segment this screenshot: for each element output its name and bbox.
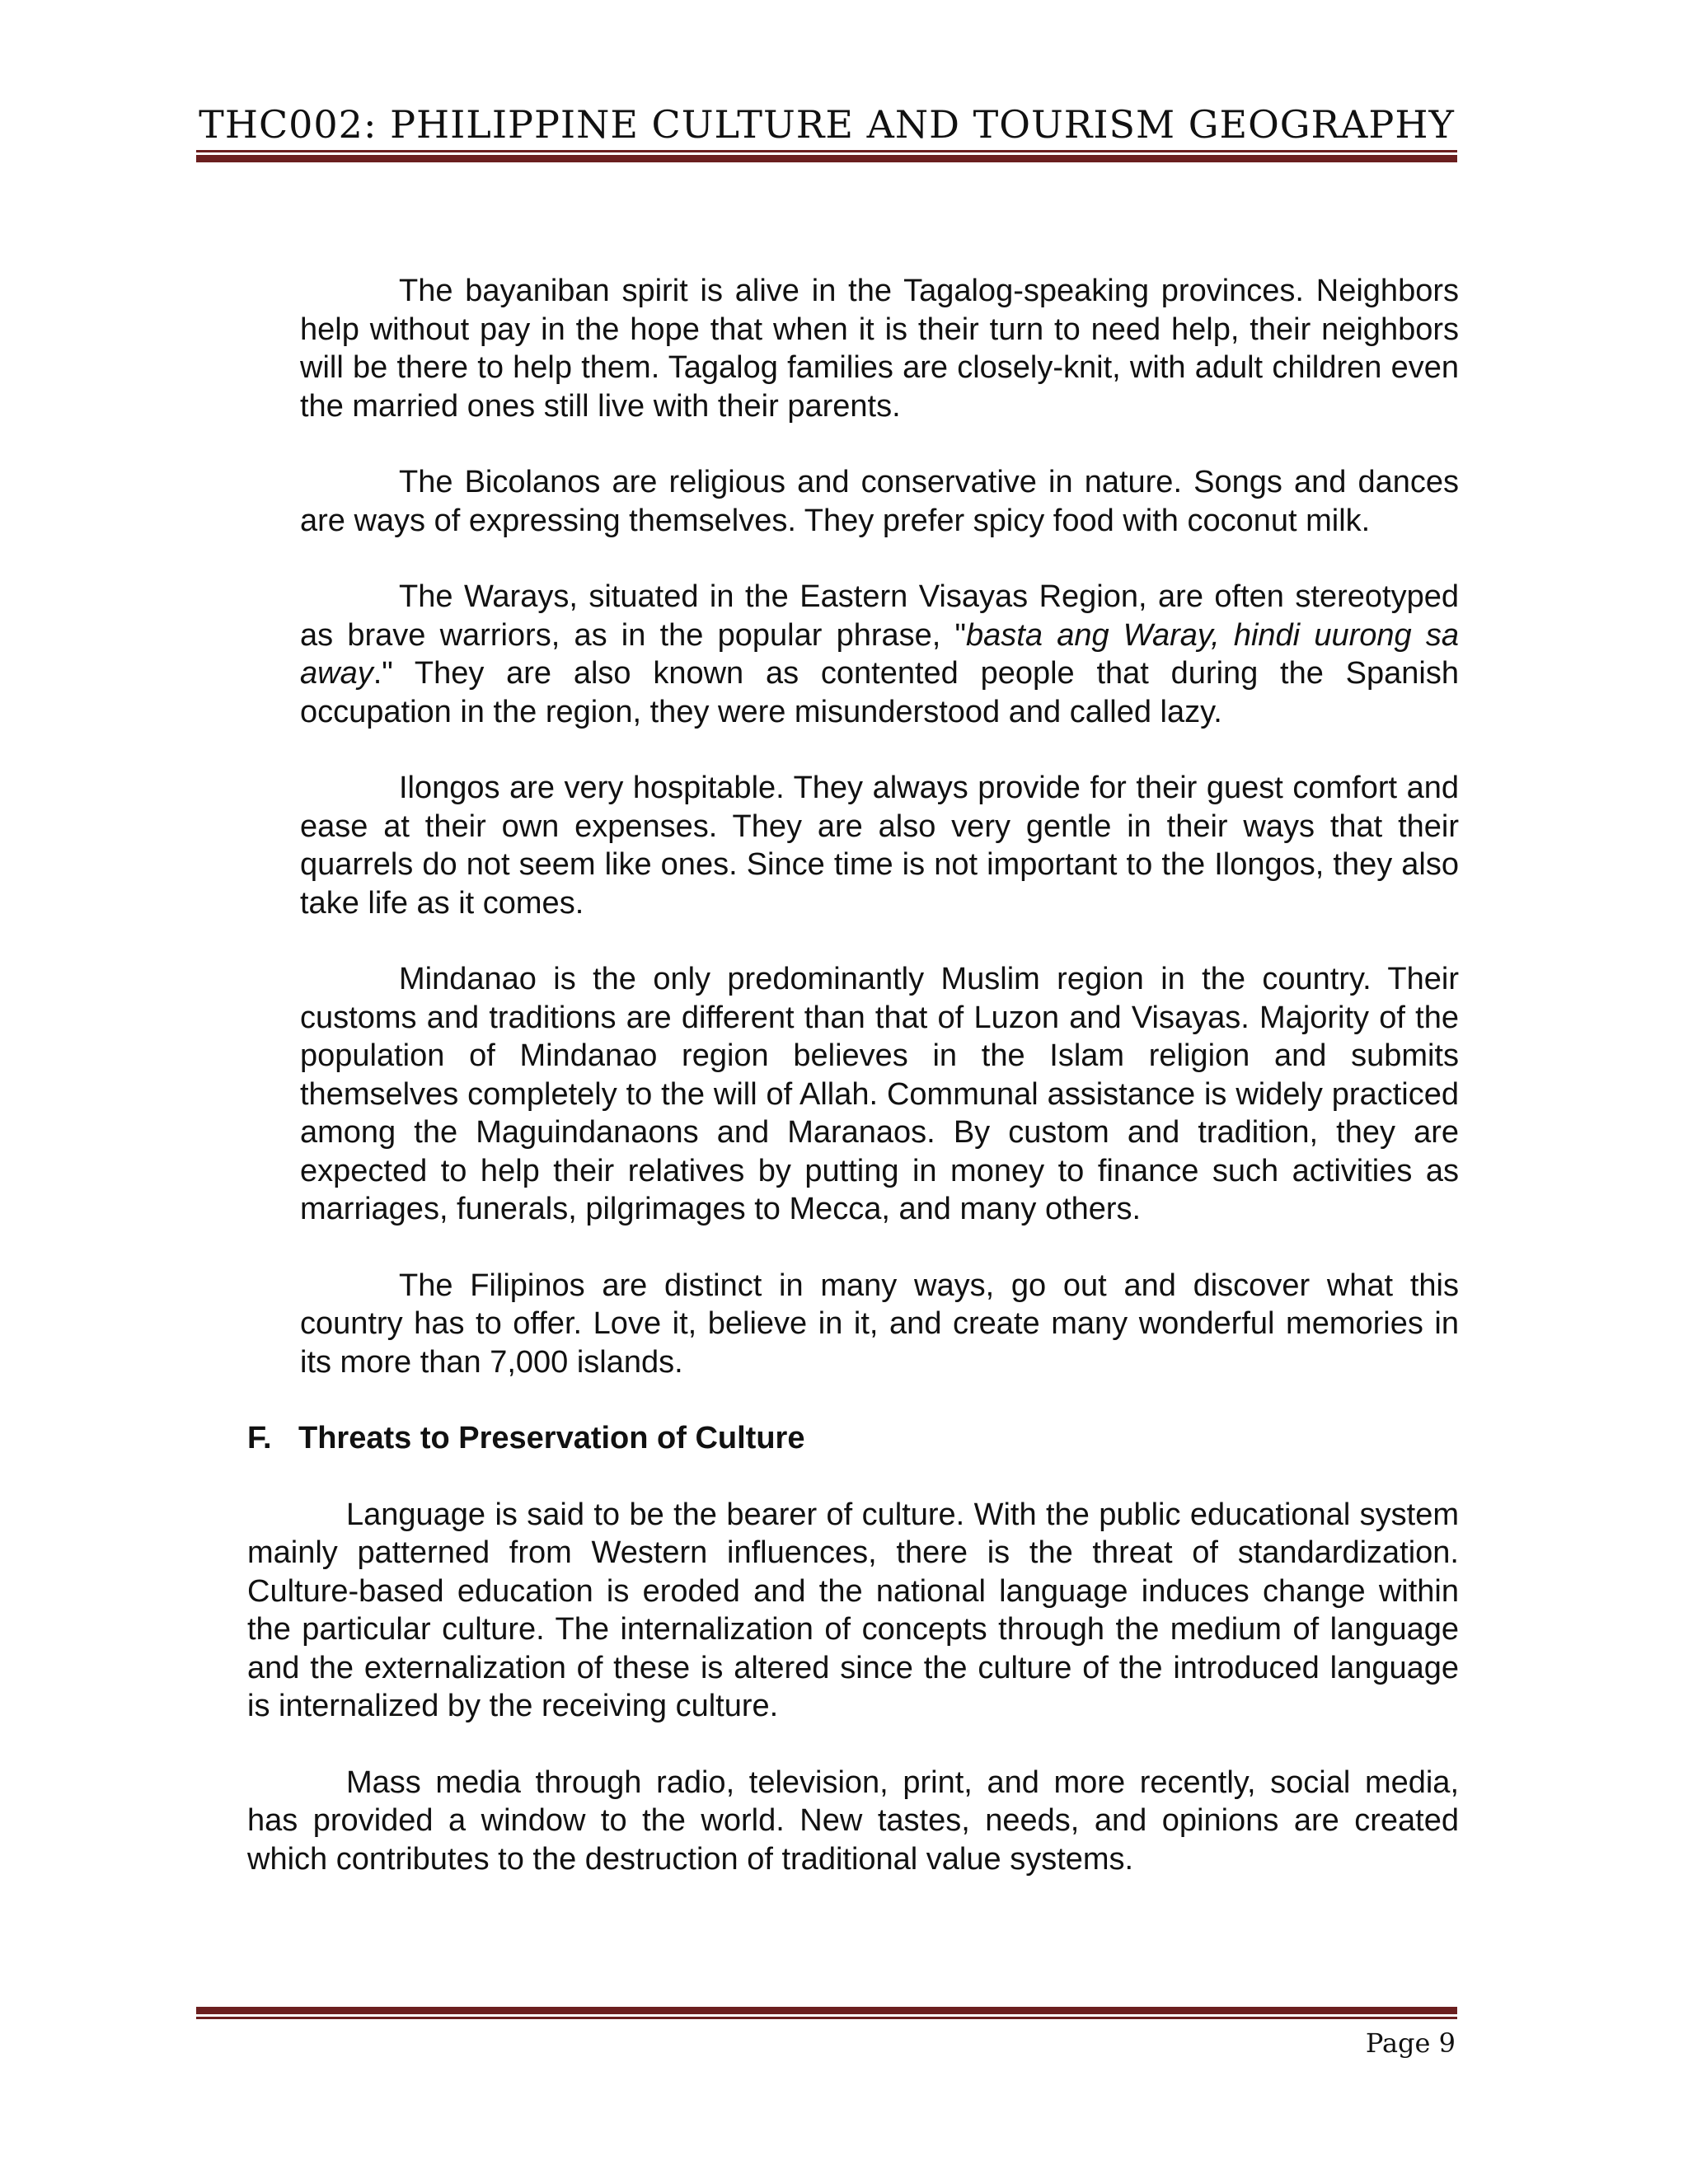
section-heading — [247, 1419, 1459, 1458]
warays-text-after: ." They are also known as contented people that during the Spanish occupation in the region, they were misunderstood and called lazy. — [300, 656, 1459, 729]
page-header — [196, 102, 1457, 147]
section-letter: F. — [247, 1421, 272, 1455]
header-rule — [196, 150, 1457, 162]
warays-phrase: basta ang Waray, hindi uurong sa away — [300, 617, 1459, 691]
paragraph-bicolanos: The Bicolanos are religious and conservative in nature. Songs and dances are ways of expressing themselves. They prefer spicy food with coconut milk. — [300, 465, 1459, 538]
paragraph-ilongos: Ilongos are very hospitable. They always provide for their guest comfort and ease at their own expenses. They are also very gentle in their ways that their quarrels do not seem like ones. Since time is not important to the Ilongos, they also take life as it comes. — [300, 771, 1459, 921]
page-body — [247, 272, 1459, 1878]
paragraph-warays — [247, 578, 1459, 731]
paragraph-mass-media: Mass media through radio, television, print, and more recently, social media, has provided a window to the world. New tastes, needs, and opinions are created which contributes to the destruction of traditional value systems. — [247, 1765, 1459, 1877]
paragraph-filipinos: The Filipinos are distinct in many ways, go out and discover what this country has to offer. Love it, believe in it, and create many wonderful memories in its more than 7,000 islands. — [300, 1268, 1459, 1380]
document-title: THC002: PHILIPPINE CULTURE AND TOURISM GEOGRAPHY — [199, 102, 1455, 147]
paragraph-tagalog: The bayaniban spirit is alive in the Tagalog-speaking provinces. Neighbors help without pay in the hope that when it is their turn to need help, their neighbors will be there to help them. Tagalog families are closely-knit, with adult children even the married ones still live with their parents. — [300, 274, 1459, 424]
footer-rule — [196, 2007, 1457, 2019]
section-title: Threats to Preservation of Culture — [298, 1421, 805, 1455]
paragraph-language: Language is said to be the bearer of culture. With the public educational system mainly patterned from Western influences, there is the threat of standardization. Culture-based education is eroded and the national language induces change within the particular culture. The internalization of concepts through the medium of language and the externalization of these is altered since the culture of the introduced language is internalized by the receiving culture. — [247, 1497, 1459, 1723]
warays-text-before: The Warays, situated in the Eastern Visayas Region, are often stereotyped as brave warriors, as in the popular phrase, " — [300, 579, 1459, 653]
page-number: Page 9 — [1365, 2027, 1456, 2059]
paragraph-mindanao: Mindanao is the only predominantly Muslim region in the country. Their customs and traditions are different than that of Luzon and Visayas. Majority of the population of Mindanao region believes in the Islam religion and submits themselves completely to the will of Allah. Communal assistance is widely practiced among the Maguindanaons and Maranaos. By custom and tradition, they are expected to help their relatives by putting in money to finance such activities as marriages, funerals, pilgrimages to Mecca, and many others. — [300, 962, 1459, 1226]
